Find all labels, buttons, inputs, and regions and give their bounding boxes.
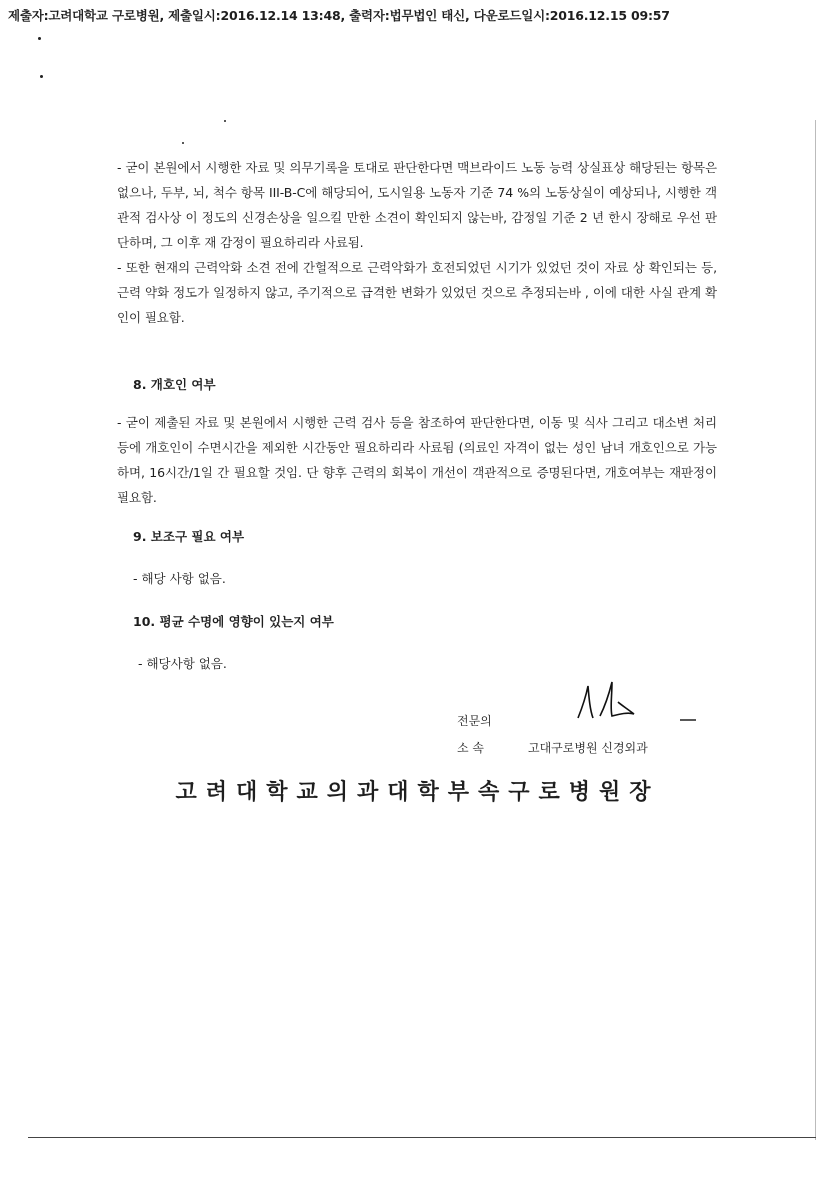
paragraph-disability: - 굳이 본원에서 시행한 자료 및 의무기록을 토대로 판단한다면 맥브라이드 노동 능력 상실표상 해당된는 항목은 없으나, 두부, 뇌, 척수 항목 III-B-C에 해당되어, 도시일용 노동자 기준 74 %의 노동상실이 예상되나, 시행한 객관적 검사상 이 정도의 신경손상을 일으킬 만한 소견이 확인되지 않는바, 감정일 기준 2 년 한시 장해로 우선 판단하며, 그 이후 재 감정이 필요하리라 사료됨.: [117, 160, 717, 250]
section-10-heading: 10. 평균 수명에 영향이 있는지 여부: [133, 614, 334, 629]
scan-speck: [38, 37, 41, 40]
section-9-heading: 9. 보조구 필요 여부: [133, 529, 245, 544]
section-8-heading: 8. 개호인 여부: [133, 377, 216, 392]
bottom-rule: [28, 1137, 816, 1138]
section-8-text: - 굳이 제출된 자료 및 본원에서 시행한 근력 검사 등을 참조하여 판단한다면, 이동 및 식사 그리고 대소변 처리 등에 개호인이 수면시간을 제외한 시간동안 필요하리라 사료됨 (의료인 자격이 없는 성인 남녀 개호인으로 가능하며, 16시간/1일 간 필요할 것임. 단 향후 근력의 회복이 개선이 객관적으로 증명된다면, 개호여부는 재판정이 필요함.: [117, 415, 717, 505]
assessment-body: [117, 155, 717, 330]
scan-speck: [40, 75, 43, 78]
affiliation-label: 소 속: [457, 741, 484, 755]
paragraph-strength: - 또한 현재의 근력악화 소견 전에 간헐적으로 근력악화가 호전되었던 시기가 있었던 것이 자료 상 확인되는 등, 근력 약화 정도가 일정하지 않고, 주기적으로 급격한 변화가 있었던 것으로 추정되는바 , 이에 대한 사실 관계 확인이 필요함.: [117, 260, 717, 325]
scan-speck: [182, 142, 184, 144]
scan-speck: [224, 120, 226, 122]
handwritten-signature: [560, 678, 700, 728]
scan-edge: [815, 120, 816, 1140]
specialist-label: 전문의: [457, 714, 492, 728]
section-8-body: [117, 410, 717, 510]
submission-header: 제출자:고려대학교 구로병원, 제출일시:2016.12.14 13:48, 출력자:법무법인 태신, 다운로드일시:2016.12.15 09:57: [8, 8, 670, 23]
hospital-director-title: 고려대학교의과대학부속구로병원장: [175, 779, 660, 805]
section-10-text: - 해당사항 없음.: [138, 656, 227, 671]
section-9-text: - 해당 사항 없음.: [133, 571, 226, 586]
affiliation-value: 고대구로병원 신경외과: [528, 741, 648, 755]
